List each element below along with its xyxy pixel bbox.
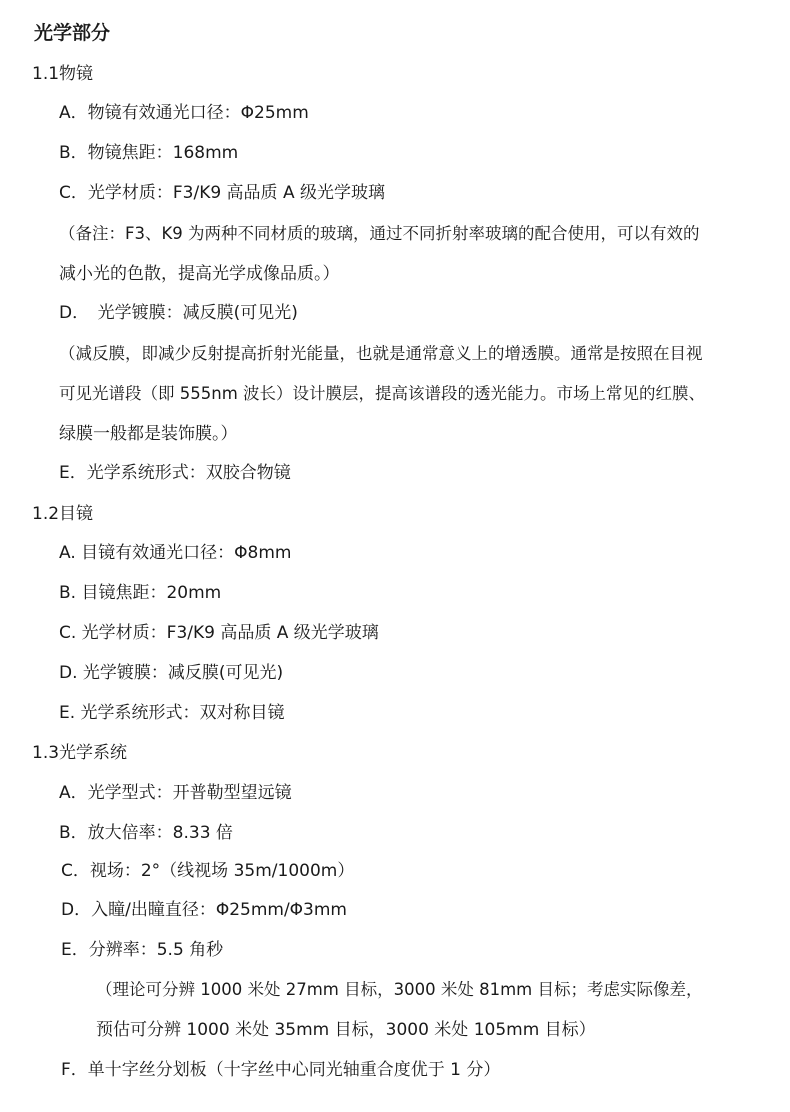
system-item-d: D．入瞳/出瞳直径：Φ25mm/Φ3mm	[61, 900, 347, 920]
system-note-e-2: 预估可分辨 1000 米处 35mm 目标，3000 米处 105mm 目标）	[96, 1020, 596, 1040]
eyepiece-item-e: E. 光学系统形式：双对称目镜	[59, 703, 285, 723]
section-heading-optical-system: 1.3光学系统	[32, 743, 128, 763]
system-item-a: A．光学型式：开普勒型望远镜	[59, 783, 292, 803]
objective-note-d-2: 可见光谱段（即 555nm 波长）设计膜层，提高该谱段的透光能力。市场上常见的红膜、	[59, 384, 706, 403]
objective-item-d: D． 光学镀膜：减反膜(可见光)	[59, 303, 298, 323]
system-item-e: E．分辨率：5.5 角秒	[61, 940, 224, 960]
system-item-c: C．视场：2°（线视场 35m/1000m）	[61, 861, 355, 881]
objective-item-b: B．物镜焦距：168mm	[59, 143, 239, 163]
objective-item-e: E．光学系统形式：双胶合物镜	[59, 463, 291, 483]
eyepiece-item-c: C. 光学材质：F3/K9 高品质 A 级光学玻璃	[59, 623, 379, 643]
objective-note-c-2: 减小光的色散，提高光学成像品质。）	[59, 264, 340, 284]
eyepiece-item-d: D. 光学镀膜：减反膜(可见光)	[59, 663, 284, 683]
objective-note-c-1: （备注：F3、K9 为两种不同材质的玻璃，通过不同折射率玻璃的配合使用，可以有效的	[59, 224, 700, 243]
objective-note-d-3: 绿膜一般都是装饰膜。）	[59, 424, 238, 444]
system-item-f: F．单十字丝分划板（十字丝中心同光轴重合度优于 1 分）	[61, 1060, 501, 1080]
eyepiece-item-b: B. 目镜焦距：20mm	[59, 583, 222, 603]
eyepiece-item-a: A. 目镜有效通光口径：Φ8mm	[59, 543, 292, 563]
objective-item-c: C．光学材质：F3/K9 高品质 A 级光学玻璃	[59, 183, 385, 203]
objective-note-d-1: （减反膜，即减少反射提高折射光能量，也就是通常意义上的增透膜。通常是按照在目视	[59, 344, 703, 363]
system-note-e-1: （理论可分辨 1000 米处 27mm 目标，3000 米处 81mm 目标；考虑实际像差，	[96, 980, 703, 999]
page-title: 光学部分	[34, 22, 111, 44]
section-heading-eyepiece: 1.2目镜	[32, 504, 94, 524]
section-heading-objective: 1.1物镜	[32, 64, 94, 84]
system-item-b: B．放大倍率：8.33 倍	[59, 823, 233, 843]
objective-item-a: A．物镜有效通光口径：Φ25mm	[59, 103, 309, 123]
